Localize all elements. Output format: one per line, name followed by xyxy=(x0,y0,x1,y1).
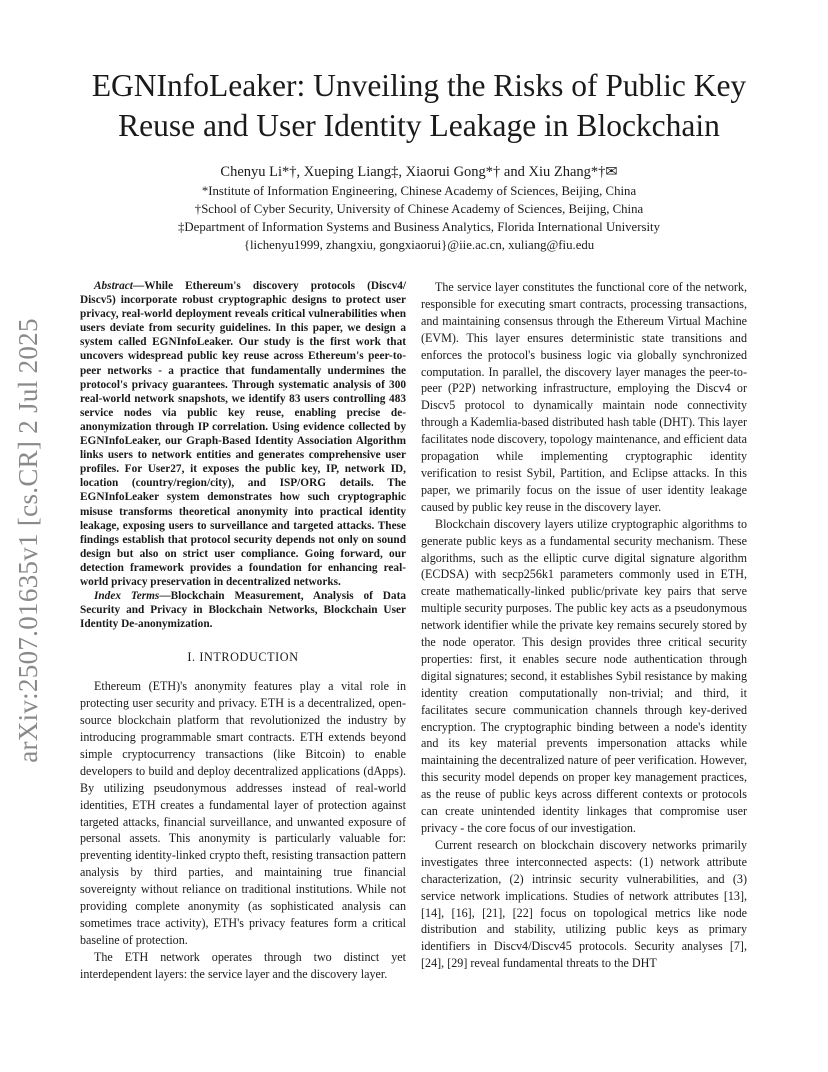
index-terms-text: —Blockchain Measurement, Analysis of Data Security and Privacy in Blockchain Networks, Blockchain User Identity De-anonymization. xyxy=(80,590,406,631)
section-heading-introduction: I. INTRODUCTION xyxy=(187,650,299,665)
abstract-text: —While Ethereum's discovery protocols (Discv4/ Discv5) incorporate robust cryptographic designs to protect user privacy, real-world deployment reveals critical vulnerabilities when users deviate from security guidelines. In this paper, we design a system called EGNInfoLeaker. Our study is the first work that uncovers widespread public key reuse across Ethereum's peer-to-peer networks - a practice that fundamentally undermines the protocol's privacy guarantees. Through systematic analysis of 300 real-world network snapshots, we identify 83 users controlling 483 service nodes via public key reuse, enabling precise de-anonymization through IP correlation. Using evidence collected by EGNInfoLeaker, our Graph-Based Identity Association Algorithm links users to network entities and generates comprehensive user profiles. For User27, it exposes the public key, IP, network ID, location (country/region/city), and ISP/ORG details. The EGNInfoLeaker system demonstrates how such cryptographic misuse transforms theoretical anonymity into practical identity leakage, exposing users to surveillance and targeted attacks. These findings establish that protocol security depends not only on sound design but also on strict user compliance. Going forward, our detection framework provides a foundation for enhancing real-world privacy preservation in decentralized networks. xyxy=(80,280,406,588)
arxiv-identifier-stamp xyxy=(6,317,50,763)
arxiv-identifier-text: arXiv:2507.01635v1 [cs.CR] 2 Jul 2025 xyxy=(12,317,43,763)
affiliation-fiu: ‡Department of Information Systems and Business Analytics, Florida International University xyxy=(178,220,660,234)
right-column xyxy=(421,279,747,972)
index-terms xyxy=(80,589,406,631)
affiliation-ucas: †School of Cyber Security, University of Chinese Academy of Sciences, Beijing, China xyxy=(194,202,644,216)
index-terms-label: Index Terms xyxy=(94,590,160,603)
author-emails: {lichenyu1999, zhangxiu, gongxiaorui}@iie.ac.cn, xuliang@fiu.edu xyxy=(243,238,595,252)
affiliation-iie: *Institute of Information Engineering, Chinese Academy of Sciences, Beijing, China xyxy=(201,184,637,198)
abstract-label: Abstract xyxy=(94,280,133,292)
body-paragraph: Blockchain discovery layers utilize cryptographic algorithms to generate public keys as a fundamental security mechanism. These algorithms, such as the elliptic curve digital signature algorithm (ECDSA) with secp256k1 parameters commonly used in ETH, create mathematically-linked public/private key pairs that serve multiple security purposes. The public key acts as a pseudonymous network identifier while the private key remains securely stored by the node operator. This design provides three critical security properties: first, it enables secure node authentication through digital signatures; second, it establishes Sybil resistance by making identity creation computationally non-trivial; and third, it facilitates secure communication channels through key-derived encryption. The cryptographic binding between a node's identity and its key material prevents impersonation attacks while maintaining the decentralized nature of peer verification. However, this security model depends on proper key management practices, as the reuse of public keys across different contexts or protocols can create unintended identity linkages that compromise user privacy - the core focus of our investigation. xyxy=(421,516,747,835)
body-paragraph: The ETH network operates through two distinct yet interdependent layers: the service layer and the discovery layer. xyxy=(80,949,406,981)
abstract xyxy=(80,279,406,589)
body-paragraph: Ethereum (ETH)'s anonymity features play a vital role in protecting user security and privacy. ETH is a decentralized, open-source blockchain platform that revolutionized the industry by introducing programmable smart contracts. ETH extends beyond simple cryptocurrency transactions (like Bitcoin) to enable developers to build and deploy decentralized applications (dApps). By utilizing pseudonymous addresses instead of real-world identities, ETH creates a fundamental layer of protection against targeted attacks, financial surveillance, and unwanted exposure of personal assets. This anonymity is particularly valuable for: preventing identity-linked crypto theft, resisting transaction pattern analysis by third parties, and maintaining true financial sovereignty without reliance on traditional institutions. While not providing complete anonymity (as sophisticated analysis can sometimes trace activity), ETH's privacy features form a critical baseline of protection. xyxy=(80,679,406,947)
paper-title: EGNInfoLeaker: Unveiling the Risks of Public Key Reuse and User Identity Leakage in Blockchain xyxy=(91,68,747,143)
left-column xyxy=(80,279,406,983)
author-list: Chenyu Li*†, Xueping Liang‡, Xiaorui Gong*† and Xiu Zhang*†✉ xyxy=(220,164,618,180)
body-paragraph: The service layer constitutes the functional core of the network, responsible for executing smart contracts, processing transactions, and maintaining consensus through the Ethereum Virtual Machine (EVM). This layer ensures deterministic state transitions and enforces the protocol's business logic via globally synchronized computation. In parallel, the discovery layer manages the peer-to-peer (P2P) networking infrastructure, employing the Discv4 or Discv5 protocol to dynamically maintain node connectivity through a Kademlia-based distributed hash table (DHT). This layer facilitates node discovery, topology maintenance, and efficient data propagation while implementing cryptographic identity verification to resist Sybil, Partition, and Eclipse attacks. In this paper, we primarily focus on the issue of user identity leakage caused by public key reuse in the discovery layer. xyxy=(421,280,747,514)
body-paragraph: Current research on blockchain discovery networks primarily investigates three interconnected aspects: (1) network attribute characterization, (2) intrinsic security vulnerabilities, and (3) service network implications. Studies of network attributes [13], [14], [16], [21], [22] focus on topological metrics like node distribution and stability, utilizing public keys as primary identifiers in Discv4/Discv45 protocols. Security analyses [7], [24], [29] reveal fundamental threats to the DHT xyxy=(421,837,747,971)
